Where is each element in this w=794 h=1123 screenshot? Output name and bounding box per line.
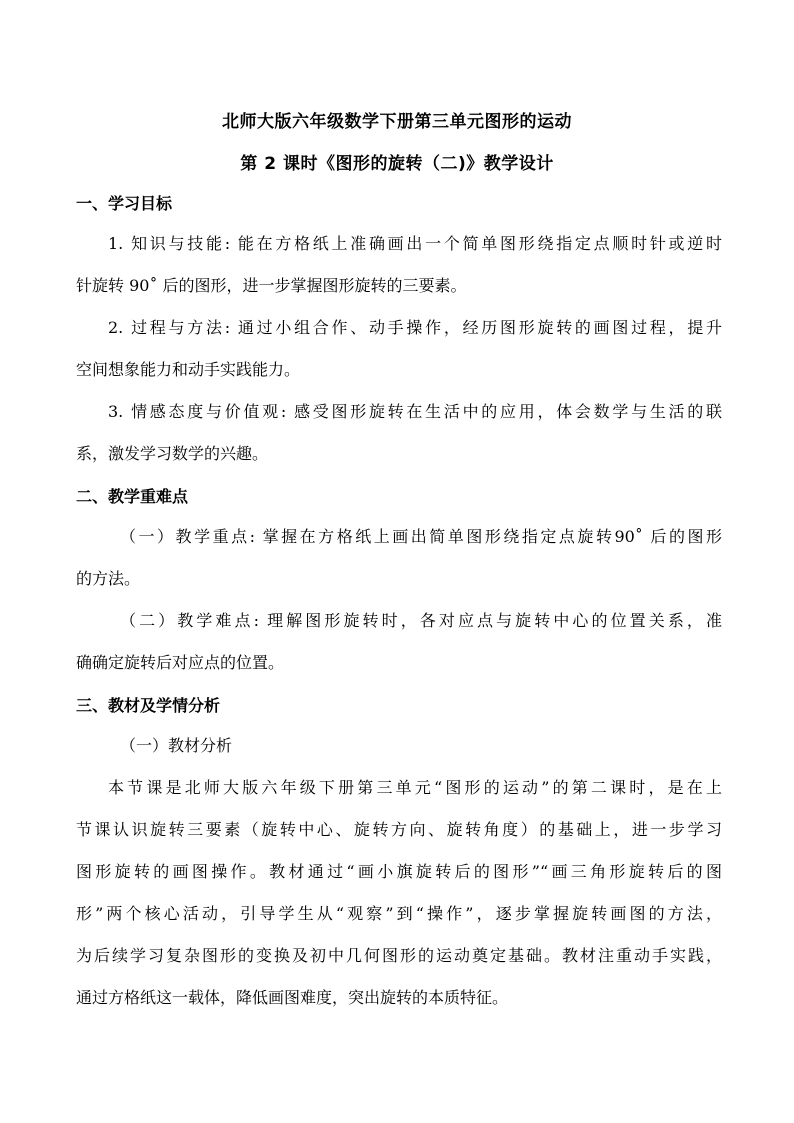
objective-1-line-1: 1. 知识与技能: 能在方格纸上准确画出一个简单图形绕指定点顺时针或逆时 [108, 234, 722, 253]
document-title: 北师大版六年级数学下册第三单元图形的运动 [222, 112, 572, 132]
difficulty-line-1: （二）教学难点: 理解图形旋转时，各对应点与旋转中心的位置关系，准 [120, 611, 722, 630]
analysis-line-6: 通过方格纸这一载体，降低画图难度，突出旋转的本质特征。 [76, 988, 509, 1007]
section-heading-key-points: 二、教学重难点 [76, 487, 189, 506]
analysis-line-4: 形”两个核心活动，引导学生从“观察”到“操作”，逐步掌握旋转画图的方法， [76, 904, 722, 923]
key-point-line-2: 的方法。 [76, 569, 141, 588]
analysis-line-3: 图形旋转的画图操作。教材通过“画小旗旋转后的图形”“画三角形旋转后的图 [76, 862, 722, 881]
section-heading-analysis: 三、教材及学情分析 [76, 696, 221, 715]
difficulty-line-2: 确确定旋转后对应点的位置。 [76, 653, 285, 672]
analysis-line-1: 本节课是北师大版六年级下册第三单元“图形的运动”的第二课时，是在上 [108, 778, 722, 797]
objective-1-line-2: 针旋转 90˚ 后的图形，进一步掌握图形旋转的三要素。 [76, 276, 467, 295]
lesson-subtitle: 第 2 课时《图形的旋转（二)》教学设计 [240, 154, 554, 174]
objective-3-line-1: 3. 情感态度与价值观: 感受图形旋转在生活中的应用，体会数学与生活的联 [108, 402, 722, 421]
objective-2-line-1: 2. 过程与方法: 通过小组合作、动手操作，经历图形旋转的画图过程，提升 [108, 318, 722, 337]
objective-3-line-2: 系，激发学习数学的兴趣。 [76, 444, 269, 463]
analysis-line-2: 节课认识旋转三要素（旋转中心、旋转方向、旋转角度）的基础上，进一步学习 [76, 820, 722, 839]
objective-2-line-2: 空间想象能力和动手实践能力。 [76, 360, 301, 379]
key-point-line-1: （一）教学重点: 掌握在方格纸上画出简单图形绕指定点旋转90˚ 后的图形 [120, 527, 722, 546]
subheading-textbook-analysis: （一）教材分析 [120, 736, 233, 755]
section-heading-objectives: 一、学习目标 [76, 194, 173, 213]
analysis-line-5: 为后续学习复杂图形的变换及初中几何图形的运动奠定基础。教材注重动手实践， [76, 946, 722, 965]
